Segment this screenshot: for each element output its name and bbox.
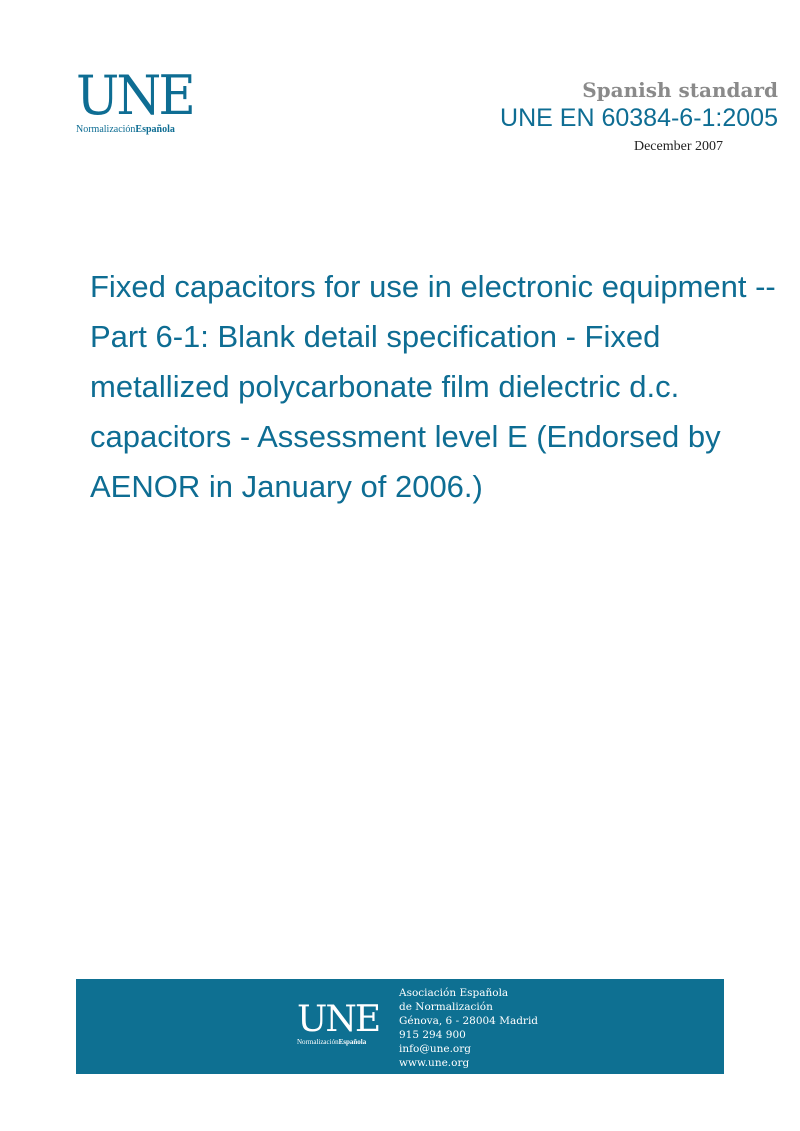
standard-date: December 2007 bbox=[633, 139, 723, 154]
une-logo-mark: UNE bbox=[76, 64, 194, 127]
standard-type: Spanish standard bbox=[582, 78, 778, 102]
une-logo bbox=[76, 64, 206, 135]
address-line-org: Asociación Española bbox=[399, 987, 509, 999]
address-line-street: Génova, 6 - 28004 Madrid bbox=[399, 1015, 539, 1027]
standard-code: UNE EN 60384-6-1:2005 bbox=[500, 104, 778, 132]
une-logo-sub-plain: Normalización bbox=[76, 124, 136, 135]
address-line-org-2: de Normalización bbox=[399, 1001, 493, 1013]
footer-une-logo bbox=[297, 999, 380, 1046]
standard-info bbox=[500, 78, 778, 155]
address-line-phone: 915 294 900 bbox=[399, 1029, 466, 1041]
address-line-website[interactable]: www.une.org bbox=[399, 1057, 470, 1069]
footer-logo-sub-plain: Normalización bbox=[297, 1038, 339, 1046]
footer-logo-mark: UNE bbox=[297, 999, 380, 1040]
document-title: Fixed capacitors for use in electronic equipment -- Part 6-1: Blank detail specification - Fixed metallized polycarbonate film dielectric d.c. capacitors - Assessment level E (Endorsed by AENOR in January of 2006.) bbox=[90, 269, 776, 504]
une-logo-sub-bold: Española bbox=[135, 124, 175, 135]
footer-band bbox=[76, 979, 724, 1074]
footer-address bbox=[399, 986, 538, 1070]
address-line-email[interactable]: info@une.org bbox=[399, 1043, 471, 1055]
footer-logo-sub-bold: Española bbox=[338, 1038, 367, 1046]
